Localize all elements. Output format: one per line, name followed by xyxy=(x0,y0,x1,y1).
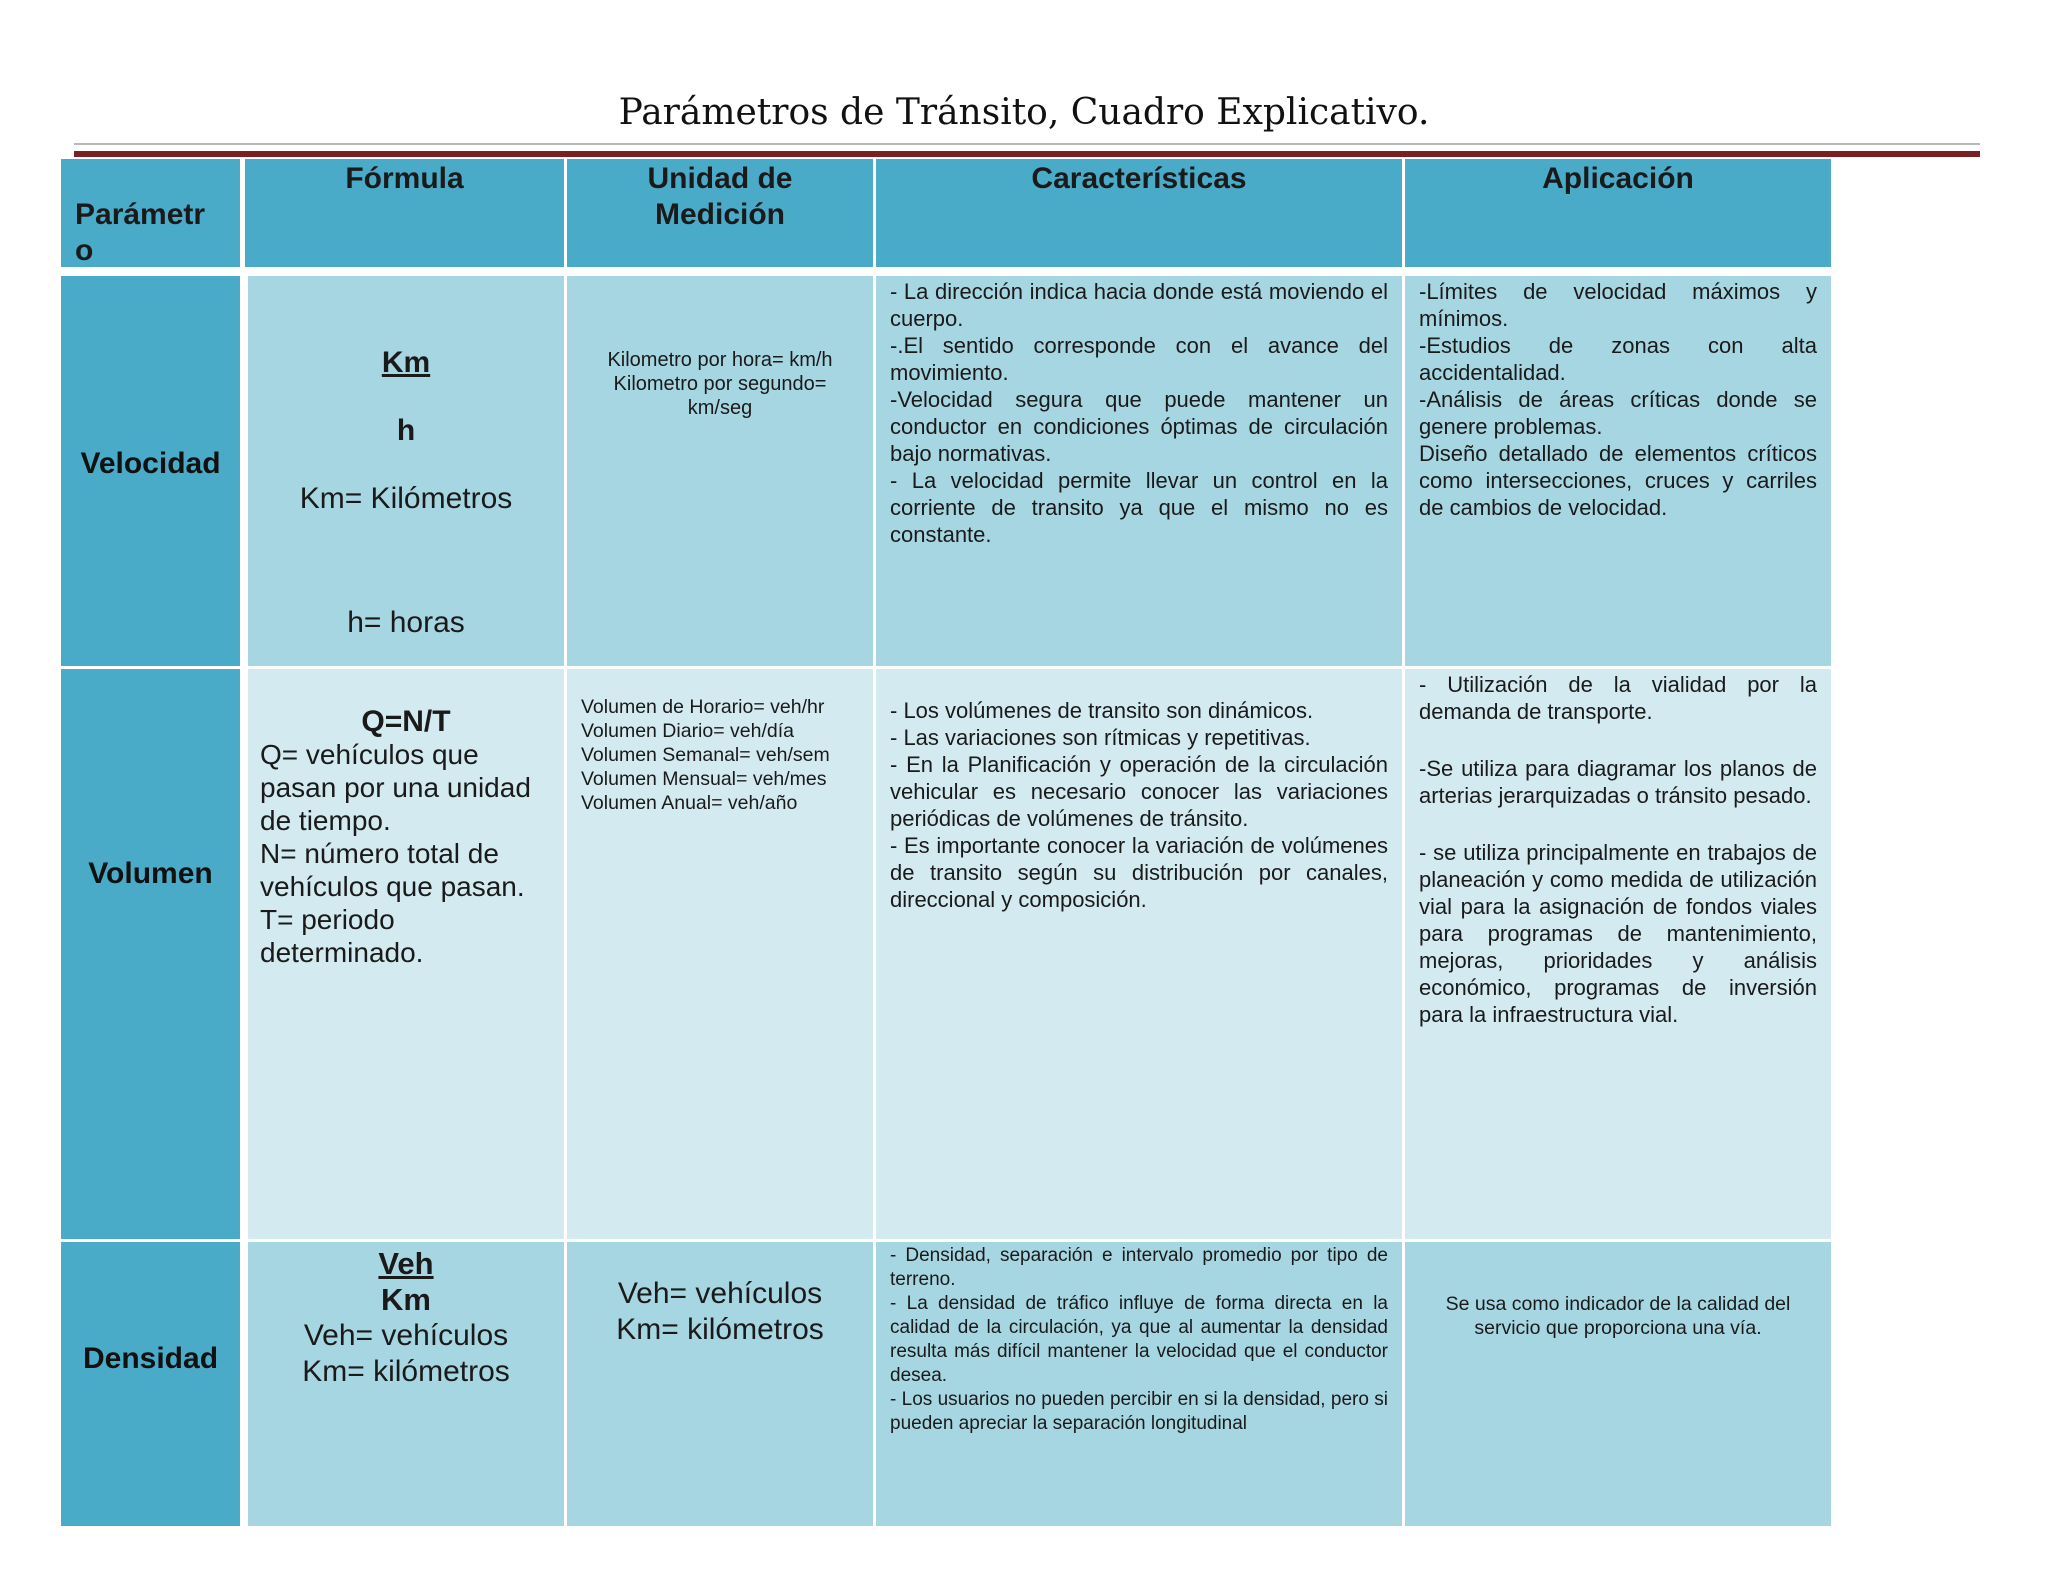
row-label-volumen xyxy=(61,669,240,1239)
volumen-caracteristicas xyxy=(876,669,1402,1239)
densidad-caracteristica-item: - La densidad de tráfico influye de forma directa en la calidad de la circulación, ya que al aumentar la densidad resulta más difícil mantener la velocidad que el conductor desea. xyxy=(890,1293,1388,1386)
velocidad-formula-numerator: Km xyxy=(381,346,431,379)
volumen-caracteristica-item: - Las variaciones son rítmicas y repetitivas. xyxy=(890,725,1311,750)
header-caracteristicas-label: Características xyxy=(1031,162,1247,195)
densidad-caracteristicas xyxy=(876,1242,1402,1526)
densidad-unidad-line: Veh= vehículos xyxy=(617,1277,823,1310)
velocidad-unidad-line: Kilometro por hora= km/h xyxy=(607,349,833,371)
densidad-formula-def-km: Km= kilómetros xyxy=(302,1355,510,1388)
row-label-densidad xyxy=(61,1242,240,1526)
velocidad-caracteristica-item: -Velocidad segura que puede mantener un conductor en condiciones óptimas de circulación bajo normativas. xyxy=(890,387,1388,466)
densidad-unidad-line: Km= kilómetros xyxy=(616,1313,824,1346)
densidad-formula-numerator: Veh xyxy=(378,1246,434,1281)
velocidad-unidad-line: Kilometro por segundo= xyxy=(613,373,827,395)
volumen-aplicacion-item: -Se utiliza para diagramar los planos de arterias jerarquizadas o tránsito pesado. xyxy=(1419,756,1817,808)
header-unidad-line1: Unidad de xyxy=(647,162,793,195)
densidad-caracteristica-item: - Densidad, separación e intervalo promedio por tipo de terreno. xyxy=(890,1245,1388,1290)
velocidad-caracteristica-item: - La dirección indica hacia donde está moviendo el cuerpo. xyxy=(890,279,1388,331)
volumen-aplicacion xyxy=(1405,669,1831,1239)
velocidad-aplicacion xyxy=(1405,276,1831,666)
volumen-unidad-line: Volumen Mensual= veh/mes xyxy=(581,768,827,790)
volumen-unidad xyxy=(567,669,873,1239)
volumen-caracteristica-item: - Los volúmenes de transito son dinámicos. xyxy=(890,698,1314,723)
document-title: Parámetros de Tránsito, Cuadro Explicativo. xyxy=(618,92,1430,133)
velocidad-unidad xyxy=(567,276,873,666)
velocidad-aplicacion-item: Diseño detallado de elementos críticos como intersecciones, cruces y carriles de cambios de velocidad. xyxy=(1419,441,1817,520)
volumen-aplicacion-item: - se utiliza principalmente en trabajos de planeación y como medida de utilización vial para la asignación de fondos viales para programas de mantenimiento, mejoras, prioridades y análisis económico, programas de inversión para la infraestructura vial. xyxy=(1419,840,1817,1027)
velocidad-caracteristica-item: - La velocidad permite llevar un control en la corriente de transito ya que el mismo no es constante. xyxy=(890,468,1388,547)
velocidad-formula-denominator: h xyxy=(396,414,416,447)
volumen-unidad-line: Volumen Anual= veh/año xyxy=(581,792,798,814)
volumen-formula-def-n: N= número total de vehículos que pasan. xyxy=(260,838,525,902)
volumen-aplicacion-item: - Utilización de la vialidad por la demanda de transporte. xyxy=(1419,672,1817,724)
velocidad-aplicacion-item: -Límites de velocidad máximos y mínimos. xyxy=(1419,279,1817,331)
row-label-volumen-text: Volumen xyxy=(88,857,213,890)
header-caracteristicas xyxy=(876,159,1402,267)
velocidad-formula-def-km: Km= Kilómetros xyxy=(299,482,513,515)
densidad-caracteristica-item: - Los usuarios no pueden percibir en si la densidad, pero si pueden apreciar la separación longitudinal xyxy=(890,1389,1388,1434)
velocidad-formula-def-h: h= horas xyxy=(347,606,465,639)
velocidad-unidad-line: km/seg xyxy=(687,397,753,419)
densidad-aplicacion xyxy=(1405,1242,1831,1526)
volumen-formula xyxy=(248,669,564,1239)
volumen-formula-equation: Q=N/T xyxy=(361,705,451,738)
header-aplicacion xyxy=(1405,159,1831,267)
header-unidad-line2: Medición xyxy=(654,198,785,231)
header-formula xyxy=(245,159,564,267)
volumen-formula-def-q: Q= vehículos que pasan por una unidad de tiempo. xyxy=(260,739,531,836)
title-divider-thick xyxy=(74,151,1980,157)
header-aplicacion-label: Aplicación xyxy=(1542,162,1694,195)
densidad-unidad xyxy=(567,1242,873,1526)
volumen-unidad-line: Volumen de Horario= veh/hr xyxy=(581,696,825,718)
velocidad-formula xyxy=(248,276,564,666)
header-parametro-label: Parámetro xyxy=(75,198,206,267)
densidad-formula-def-veh: Veh= vehículos xyxy=(303,1319,509,1352)
volumen-caracteristica-item: - Es importante conocer la variación de volúmenes de transito según su distribución por canales, direccional y composición. xyxy=(890,833,1388,912)
volumen-caracteristica-item: - En la Planificación y operación de la circulación vehicular es necesario conocer las variaciones periódicas de volúmenes de tránsito. xyxy=(890,752,1388,831)
row-label-velocidad-text: Velocidad xyxy=(80,447,221,480)
volumen-unidad-line: Volumen Diario= veh/día xyxy=(581,720,795,742)
densidad-aplicacion-text: Se usa como indicador de la calidad del servicio que proporciona una vía. xyxy=(1445,1293,1791,1339)
densidad-formula-denominator: Km xyxy=(381,1282,431,1317)
header-parametro xyxy=(61,159,240,267)
volumen-formula-def-t: T= periodo determinado. xyxy=(260,904,424,968)
densidad-formula xyxy=(248,1242,564,1526)
velocidad-caracteristica-item: -.El sentido corresponde con el avance del movimiento. xyxy=(890,333,1388,385)
header-unidad xyxy=(567,159,873,267)
row-label-densidad-text: Densidad xyxy=(82,1342,219,1375)
title-divider-thin xyxy=(74,143,1980,145)
velocidad-caracteristicas xyxy=(876,276,1402,666)
header-formula-label: Fórmula xyxy=(345,162,464,195)
velocidad-aplicacion-item: -Análisis de áreas críticas donde se genere problemas. xyxy=(1419,387,1817,439)
row-label-velocidad xyxy=(61,276,240,666)
volumen-unidad-line: Volumen Semanal= veh/sem xyxy=(581,744,830,766)
velocidad-aplicacion-item: -Estudios de zonas con alta accidentalidad. xyxy=(1419,333,1817,385)
